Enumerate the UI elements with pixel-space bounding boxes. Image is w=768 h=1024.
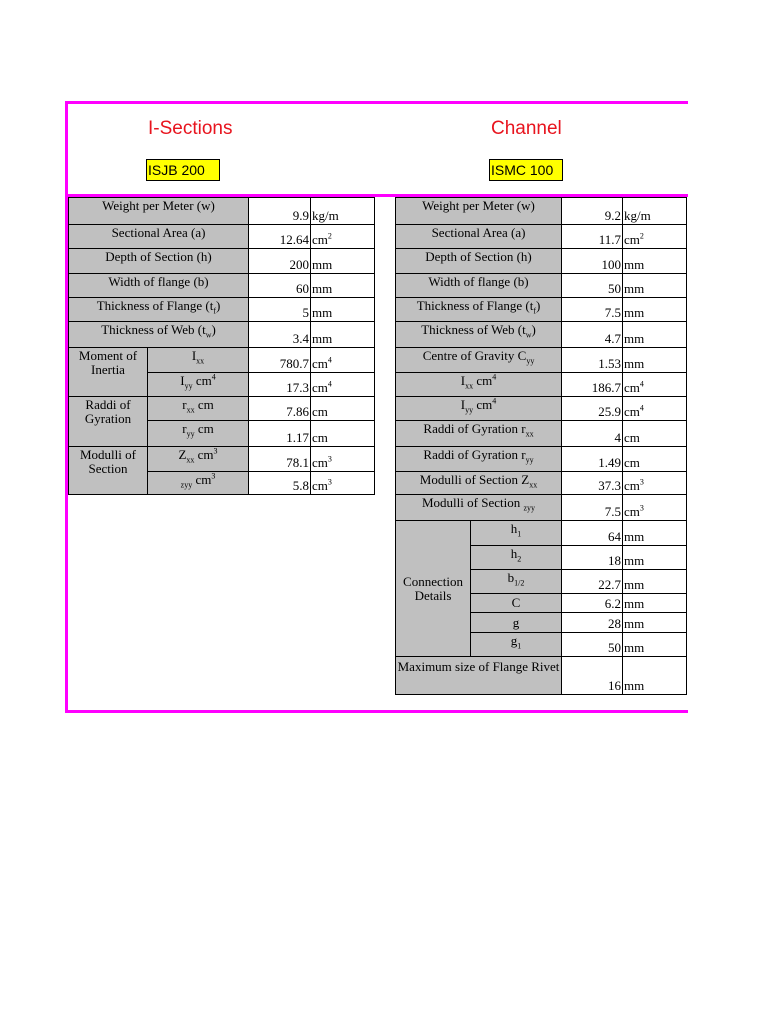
flange-thickness-unit: mm bbox=[311, 298, 375, 322]
ixx-value[interactable]: 186.7 bbox=[562, 373, 623, 397]
g1-value[interactable]: 50 bbox=[562, 633, 623, 657]
centre-of-gravity-unit: mm bbox=[623, 348, 687, 373]
i-section-selector[interactable]: ISJB 200 bbox=[146, 159, 220, 181]
ryy-value[interactable]: 1.17 bbox=[249, 421, 311, 447]
web-thickness-value[interactable]: 3.4 bbox=[249, 322, 311, 348]
zyy-unit: $cm^3$ bbox=[311, 472, 375, 495]
rxx-value[interactable]: 4 bbox=[562, 421, 623, 447]
zxx-unit: $cm^3$ bbox=[311, 447, 375, 472]
table-row bbox=[69, 198, 375, 225]
table-row bbox=[396, 198, 687, 225]
b12-value[interactable]: 22.7 bbox=[562, 570, 623, 594]
web-thickness-unit: mm bbox=[623, 322, 687, 348]
depth-value[interactable]: 100 bbox=[562, 249, 623, 274]
weight-label: Weight per Meter (w) bbox=[69, 198, 249, 225]
ixx-unit: $cm^4$ bbox=[623, 373, 687, 397]
table-row bbox=[396, 521, 687, 546]
flange-width-value[interactable]: 60 bbox=[249, 274, 311, 298]
ixx-label: $I_{xx}$ bbox=[148, 348, 249, 373]
ryy-value[interactable]: 1.49 bbox=[562, 447, 623, 472]
depth-unit: mm bbox=[623, 249, 687, 274]
iyy-unit: $cm^4$ bbox=[311, 373, 375, 397]
zxx-unit: $cm^3$ bbox=[623, 472, 687, 495]
web-thickness-value[interactable]: 4.7 bbox=[562, 322, 623, 348]
ryy-label: $r_{yy}$ cm bbox=[148, 421, 249, 447]
table-row bbox=[396, 274, 687, 298]
flange-width-value[interactable]: 50 bbox=[562, 274, 623, 298]
table-row bbox=[69, 298, 375, 322]
b12-label: $b_{1/2}$ bbox=[471, 570, 562, 594]
table-row bbox=[396, 298, 687, 322]
zyy-label: Modulli of Section $_{zyy}$ bbox=[396, 495, 562, 521]
i-section-table bbox=[68, 197, 375, 495]
iyy-value[interactable]: 17.3 bbox=[249, 373, 311, 397]
zxx-value[interactable]: 37.3 bbox=[562, 472, 623, 495]
zyy-value[interactable]: 7.5 bbox=[562, 495, 623, 521]
iyy-unit: $cm^4$ bbox=[623, 397, 687, 421]
table-row bbox=[396, 322, 687, 348]
flange-thickness-value[interactable]: 7.5 bbox=[562, 298, 623, 322]
g-unit: mm bbox=[623, 613, 687, 633]
h1-label: $h_1$ bbox=[471, 521, 562, 546]
flange-width-unit: mm bbox=[311, 274, 375, 298]
h1-unit: mm bbox=[623, 521, 687, 546]
moment-of-inertia-label: Moment of Inertia bbox=[69, 348, 148, 397]
area-value[interactable]: 12.64 bbox=[249, 225, 311, 249]
radii-of-gyration-label: Raddi of Gyration bbox=[69, 397, 148, 447]
ixx-unit: $cm^4$ bbox=[311, 348, 375, 373]
g-label: g bbox=[471, 613, 562, 633]
connection-details-label: Connection Details bbox=[396, 521, 471, 657]
table-row bbox=[396, 472, 687, 495]
centre-of-gravity-value[interactable]: 1.53 bbox=[562, 348, 623, 373]
channel-table bbox=[395, 197, 687, 695]
web-thickness-label: Thickness of Web $(t_w)$ bbox=[396, 322, 562, 348]
channel-selector[interactable]: ISMC 100 bbox=[489, 159, 563, 181]
zyy-label: $_{zyy}$ $cm^3$ bbox=[148, 472, 249, 495]
ixx-label: $I_{xx}$ $cm^4$ bbox=[396, 373, 562, 397]
table-row bbox=[396, 348, 687, 373]
table-row bbox=[396, 249, 687, 274]
c-value[interactable]: 6.2 bbox=[562, 594, 623, 613]
ixx-value[interactable]: 780.7 bbox=[249, 348, 311, 373]
table-row bbox=[69, 447, 375, 472]
zxx-value[interactable]: 78.1 bbox=[249, 447, 311, 472]
table-row bbox=[396, 447, 687, 472]
g1-unit: mm bbox=[623, 633, 687, 657]
area-unit: $cm^2$ bbox=[311, 225, 375, 249]
rivet-size-label: Maximum size of Flange Rivet bbox=[396, 657, 562, 695]
flange-thickness-value[interactable]: 5 bbox=[249, 298, 311, 322]
zyy-unit: $cm^3$ bbox=[623, 495, 687, 521]
flange-thickness-label: Thickness of Flange $(t_f)$ bbox=[69, 298, 249, 322]
flange-thickness-unit: mm bbox=[623, 298, 687, 322]
table-row bbox=[396, 495, 687, 521]
web-thickness-label: Thickness of Web $(t_w)$ bbox=[69, 322, 249, 348]
table-row bbox=[396, 397, 687, 421]
table-row bbox=[396, 421, 687, 447]
weight-unit: kg/m bbox=[623, 198, 687, 225]
table-row bbox=[396, 373, 687, 397]
c-unit: mm bbox=[623, 594, 687, 613]
zxx-label: Modulli of Section $Z_{xx}$ bbox=[396, 472, 562, 495]
moduli-of-section-label: Modulli of Section bbox=[69, 447, 148, 495]
area-label: Sectional Area (a) bbox=[69, 225, 249, 249]
depth-label: Depth of Section (h) bbox=[396, 249, 562, 274]
g-value[interactable]: 28 bbox=[562, 613, 623, 633]
flange-width-label: Width of flange (b) bbox=[396, 274, 562, 298]
flange-width-unit: mm bbox=[623, 274, 687, 298]
area-value[interactable]: 11.7 bbox=[562, 225, 623, 249]
i-section-heading: I-Sections bbox=[148, 118, 233, 139]
zyy-value[interactable]: 5.8 bbox=[249, 472, 311, 495]
table-row bbox=[69, 274, 375, 298]
weight-value[interactable]: 9.9 bbox=[249, 198, 311, 225]
table-row bbox=[69, 397, 375, 421]
flange-width-label: Width of flange (b) bbox=[69, 274, 249, 298]
channel-heading: Channel bbox=[491, 118, 562, 139]
h1-value[interactable]: 64 bbox=[562, 521, 623, 546]
table-row bbox=[69, 322, 375, 348]
h2-label: $h_2$ bbox=[471, 546, 562, 570]
iyy-label: $I_{yy}$ $cm^4$ bbox=[396, 397, 562, 421]
rxx-unit: cm bbox=[623, 421, 687, 447]
rxx-label: $r_{xx}$ cm bbox=[148, 397, 249, 421]
iyy-label: $I_{yy}$ $cm^4$ bbox=[148, 373, 249, 397]
c-label: C bbox=[471, 594, 562, 613]
table-row bbox=[396, 657, 687, 695]
h2-unit: mm bbox=[623, 546, 687, 570]
ryy-unit: cm bbox=[623, 447, 687, 472]
weight-label: Weight per Meter (w) bbox=[396, 198, 562, 225]
table-row bbox=[69, 348, 375, 373]
ryy-label: Raddi of Gyration $r_{yy}$ bbox=[396, 447, 562, 472]
h2-value[interactable]: 18 bbox=[562, 546, 623, 570]
ryy-unit: cm bbox=[311, 421, 375, 447]
iyy-value[interactable]: 25.9 bbox=[562, 397, 623, 421]
zxx-label: $Z_{xx}$ $cm^3$ bbox=[148, 447, 249, 472]
rxx-unit: cm bbox=[311, 397, 375, 421]
g1-label: $g_1$ bbox=[471, 633, 562, 657]
rivet-size-unit: mm bbox=[623, 657, 687, 695]
b12-unit: mm bbox=[623, 570, 687, 594]
flange-thickness-label: Thickness of Flange $(t_f)$ bbox=[396, 298, 562, 322]
rivet-size-value[interactable]: 16 bbox=[562, 657, 623, 695]
centre-of-gravity-label: Centre of Gravity $C_{yy}$ bbox=[396, 348, 562, 373]
area-unit: $cm^2$ bbox=[623, 225, 687, 249]
depth-label: Depth of Section (h) bbox=[69, 249, 249, 274]
weight-value[interactable]: 9.2 bbox=[562, 198, 623, 225]
table-row bbox=[396, 225, 687, 249]
rxx-label: Raddi of Gyration $r_{xx}$ bbox=[396, 421, 562, 447]
table-row bbox=[69, 249, 375, 274]
depth-unit: mm bbox=[311, 249, 375, 274]
web-thickness-unit: mm bbox=[311, 322, 375, 348]
depth-value[interactable]: 200 bbox=[249, 249, 311, 274]
weight-unit: kg/m bbox=[311, 198, 375, 225]
rxx-value[interactable]: 7.86 bbox=[249, 397, 311, 421]
table-row bbox=[69, 225, 375, 249]
area-label: Sectional Area (a) bbox=[396, 225, 562, 249]
